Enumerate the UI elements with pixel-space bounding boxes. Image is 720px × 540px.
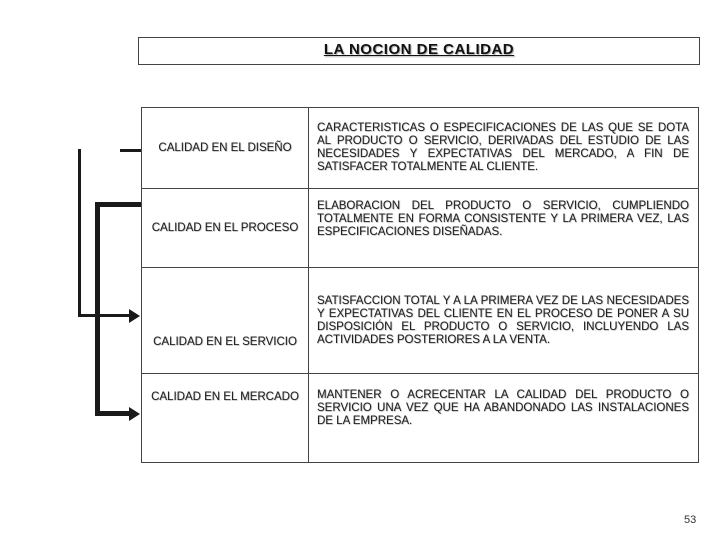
table-row	[142, 374, 699, 463]
row-label: CALIDAD EN EL SERVICIO	[142, 268, 309, 374]
row-description: SATISFACCION TOTAL Y A LA PRIMERA VEZ DE LAS NECESIDADES Y EXPECTATIVAS DEL CLIENTE EN EL PROCESO DE PONER A SU DISPOSICIÓN EL PRODUCTO O SERVICIO, INCLUYENDO LAS ACTIVIDADES POSTERIORES A LA VENTA.	[309, 268, 699, 374]
slide-title	[138, 37, 700, 65]
arrow-right-icon	[129, 309, 140, 323]
quality-table	[141, 107, 699, 463]
row-description: CARACTERISTICAS O ESPECIFICACIONES DE LAS QUE SE DOTA AL PRODUCTO O SERVICIO, DERIVADAS DEL ESTUDIO DE LAS NECESIDADES Y EXPECTATIVAS DEL MERCADO, A FIN DE SATISFACER TOTALMENTE AL CLIENTE.	[309, 108, 699, 189]
page-number: 53	[684, 514, 697, 526]
row-description: MANTENER O ACRECENTAR LA CALIDAD DEL PRODUCTO O SERVICIO UNA VEZ QUE HA ABANDONADO LAS INSTALACIONES DE LA EMPRESA.	[309, 374, 699, 463]
row-description: ELABORACION DEL PRODUCTO O SERVICIO, CUMPLIENDO TOTALMENTE EN FORMA CONSISTENTE Y LA PRIMERA VEZ, LAS ESPECIFICACIONES DISEÑADAS.	[309, 189, 699, 268]
arrow-right-icon	[129, 407, 140, 421]
row-label: CALIDAD EN EL DISEÑO	[142, 108, 309, 189]
slide-title-text: LA NOCION DE CALIDAD	[323, 41, 515, 58]
table-row	[142, 189, 699, 268]
row-label: CALIDAD EN EL MERCADO	[142, 374, 309, 463]
row-label: CALIDAD EN EL PROCESO	[142, 189, 309, 268]
table-row	[142, 108, 699, 189]
table-row	[142, 268, 699, 374]
